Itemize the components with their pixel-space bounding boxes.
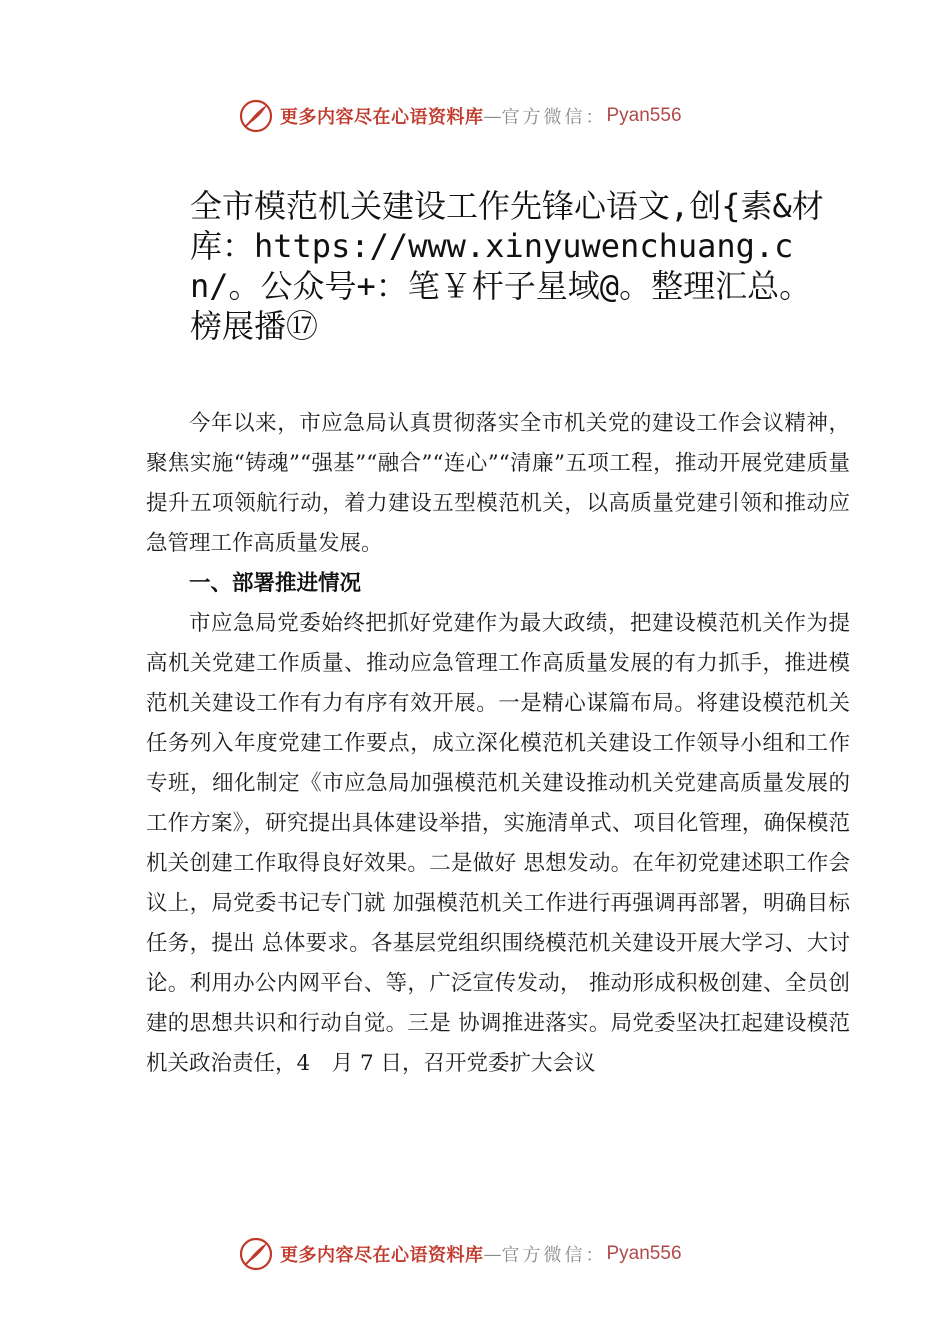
quill-logo-icon — [238, 1236, 274, 1272]
document-title: 全市模范机关建设工作先锋心语文,创{素&材库：https://www.xinyuwenchuang.cn/。公众号+：笔￥杆子星域@。整理汇总。榜展播⑰ — [190, 187, 824, 345]
banner-wechat-label: 官方微信： — [501, 1245, 607, 1266]
banner-brand-text: 更多内容尽在心语资料库 — [280, 1245, 484, 1266]
header-banner — [238, 96, 682, 136]
footer-banner — [238, 1234, 682, 1274]
banner-wechat-id: Pyan556 — [606, 1243, 682, 1264]
section-paragraph: 市应急局党委始终把抓好党建作为最大政绩，把建设模范机关作为提高机关党建工作质量、推动应急管理工作高质量发展的有力抓手，推进模范机关建设工作有力有序有效开展。一是精心谋篇布局。将建设模范机关任务列入年度党建工作要点，成立深化模范机关建设工作领导小组和工作专班，细化制定《市应急局加强模范机关建设推动机关党建高质量发展的工作方案》，研究提出具体建设举措，实施清单式、项目化管理，确保模范机关创建工作取得良好效果。二是做好 思想发动。在年初党建述职工作会议上，局党委书记专门就 加强模范机关工作进行再强调再部署，明确目标任务，提出 总体要求。各基层党组织围绕模范机关建设开展大学习、大讨论。利用办公内网平台、等，广泛宣传发动， 推动形成积极创建、全员创建的思想共识和行动自觉。三是 协调推进落实。局党委坚决扛起建设模范机关政治责任，4 月 7 日，召开党委扩大会议 — [146, 611, 850, 1076]
section-heading: 一、部署推进情况 — [189, 571, 362, 596]
banner-separator: — — [483, 1243, 502, 1265]
banner-brand-text: 更多内容尽在心语资料库 — [280, 107, 484, 128]
banner-wechat-label: 官方微信： — [501, 107, 607, 128]
document-body — [146, 404, 850, 1084]
banner-separator: — — [483, 105, 502, 127]
banner-wechat-id: Pyan556 — [606, 105, 682, 126]
quill-logo-icon — [238, 98, 274, 134]
intro-paragraph: 今年以来，市应急局认真贯彻落实全市机关党的建设工作会议精神，聚焦实施“铸魂”“强基”“融合”“连心”“清廉”五项工程，推动开展党建质量提升五项领航行动，着力建设五型模范机关，以高质量党建引领和推动应急管理工作高质量发展。 — [146, 411, 850, 556]
